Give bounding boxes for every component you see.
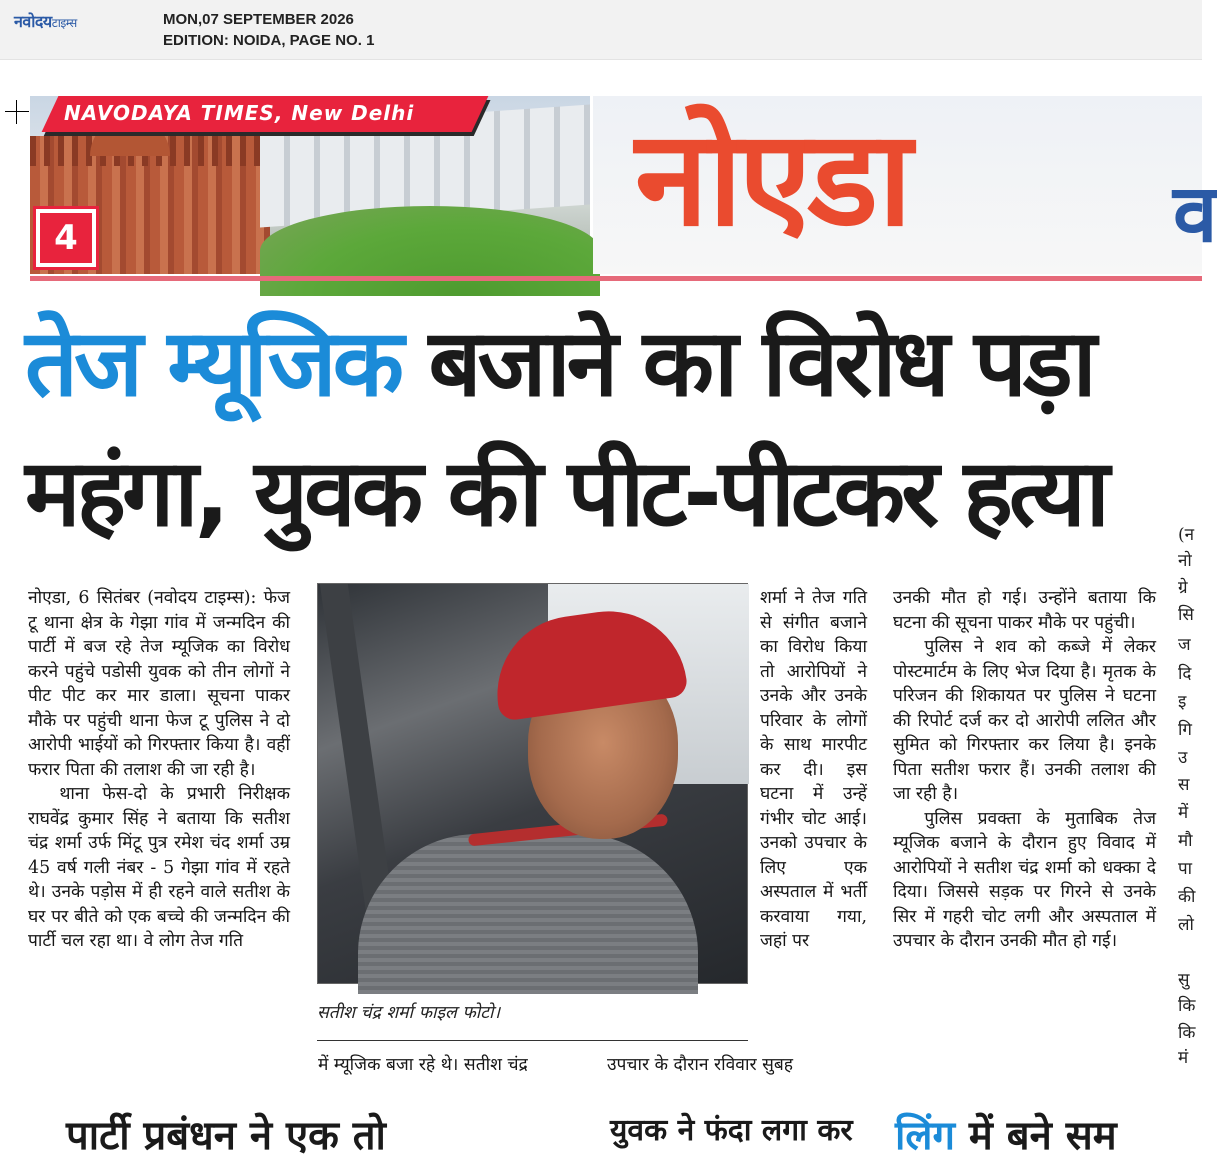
logo-main-text: नवोदय <box>14 12 52 31</box>
edition-info <box>163 9 374 51</box>
strip-line: ग्रे <box>1178 578 1188 598</box>
page-number: 4 <box>40 213 92 263</box>
article-headline[interactable] <box>25 298 1175 558</box>
paper-name: NAVODAYA TIMES, New Delhi <box>64 101 415 125</box>
article-column-3 <box>760 586 867 954</box>
strip-line: दि <box>1178 664 1192 684</box>
article-paragraph: उनकी मौत हो गई। उन्होंने बताया कि घटना की सूचना पाकर मौके पर पहुंची। <box>893 588 1156 633</box>
edition-page: EDITION: NOIDA, PAGE NO. 1 <box>163 32 375 49</box>
section-header <box>593 96 1217 274</box>
page-number-badge <box>33 206 99 270</box>
strip-line: सि <box>1178 605 1194 625</box>
victim-photo[interactable] <box>317 583 748 984</box>
strip-line: कि <box>1178 996 1196 1016</box>
page-banner <box>30 96 1217 274</box>
next-headline-middle[interactable]: युवक ने फंदा लगा कर <box>610 1113 853 1148</box>
text-below-photo-right: उपचार के दौरान रविवार सुबह <box>607 1055 794 1075</box>
newspaper-logo[interactable] <box>14 10 77 32</box>
sweater <box>358 834 698 994</box>
next-headline-right[interactable] <box>895 1106 1117 1161</box>
strip-line: (न <box>1178 525 1195 545</box>
article-column-1 <box>28 586 290 954</box>
issue-date: MON,07 SEPTEMBER 2026 <box>163 11 354 28</box>
headline-highlight: तेज म्यूजिक <box>25 309 401 417</box>
strip-line: ज <box>1178 635 1191 655</box>
strip-line: लो <box>1178 915 1194 935</box>
strip-line: की <box>1178 887 1196 907</box>
epaper-top-bar <box>0 0 1202 60</box>
section-title: नोएडा <box>635 102 909 256</box>
strip-line: स <box>1178 775 1190 795</box>
adjacent-article-strip <box>1178 440 1202 1068</box>
strip-line: में <box>1178 803 1189 823</box>
article-column-4 <box>893 586 1156 954</box>
logo-sub-text: टाइम्स <box>51 16 77 30</box>
strip-line: पा <box>1178 859 1193 879</box>
stadium-field <box>260 206 600 296</box>
next-headline-left[interactable]: पार्टी प्रबंधन ने एक तो <box>66 1113 386 1159</box>
article-paragraph: थाना फेस-दो के प्रभारी निरीक्षक राघवेंद्र कुमार सिंह ने बताया कि सतीश चंद्र शर्मा उर्फ मिंटू पुत्र रमेश चंद शर्मा उम्र 45 वर्ष गली नंबर - 5 गेझा गांव में रहते थे। उनके पड़ोस में ही रहने वाले सतीश के घर पर बीते को एक बच्चे की जन्मदिन की पार्टी चल रहा था। वे लोग तेज गति <box>28 784 290 951</box>
photo-caption: सतीश चंद्र शर्मा फाइल फोटो। <box>317 1003 501 1023</box>
strip-line: उ <box>1178 748 1188 768</box>
strip-line: इ <box>1178 692 1187 712</box>
next-headline-right-highlight: लिंग <box>895 1113 955 1159</box>
strip-line: मं <box>1178 1048 1189 1068</box>
headline-line-1 <box>25 298 1175 428</box>
headline-line-2: महंगा, युवक की पीट-पीटकर हत्या <box>25 439 1106 547</box>
article-paragraph: नोएडा, 6 सितंबर (नवोदय टाइम्स): फेज टू थाना क्षेत्र के गेझा गांव में जन्मदिन की पार्टी में बज रहे तेज म्यूजिक का विरोध करने पहुंचे पडोसी युवक को तीन लोगों ने पीट पीट कर मार डाला। सूचना पाकर मौके पर पहुंची थाना फेज टू पुलिस ने दो आरोपी भाईयों को गिरफ्तार किया है। वहीं फरार पिता की तलाश की जा रही है। <box>28 588 290 780</box>
article-paragraph: शर्मा ने तेज गति से संगीत बजाने का विरोध किया तो आरोपियों ने उनके और उनके परिवार के लोगों के साथ मारपीट कर दी। इस घटना में उन्हें गंभीर चोट आई। उनको उपचार के लिए एक अस्पताल में भर्ती करवाया गया, जहां पर <box>760 588 867 951</box>
next-headline-right-rest: में बने सम <box>955 1113 1117 1159</box>
crop-mark-icon <box>5 100 29 124</box>
strip-line: नो <box>1178 551 1192 571</box>
article-paragraph: पुलिस ने शव को कब्जे में लेकर पोस्टमार्टम के लिए भेज दिया है। मृतक के परिजन की शिकायत पर पुलिस ने घटना की रिपोर्ट दर्ज कर दो आरोपी ललित और सुमित को गिरफ्तार कर लिया है। इनके पिता सतीश फरार हैं। उनकी तलाश की जा रही है। <box>893 637 1156 804</box>
caption-rule <box>317 1040 748 1041</box>
strip-line: मौ <box>1178 831 1193 851</box>
article-paragraph: पुलिस प्रवक्ता के मुताबिक तेज म्यूजिक बजाने के दौरान हुए विवाद में आरोपियों ने सतीश चंद्र शर्मा को धक्का दे दिया। जिससे सड़क पर गिरने से उनके सिर में गहरी चोट लगी और अस्पताल में उपचार के दौरान उनकी मौत हो गई। <box>893 808 1156 951</box>
strip-line: सु <box>1178 970 1190 990</box>
text-below-photo-left: में म्यूजिक बजा रहे थे। सतीश चंद्र <box>318 1055 528 1075</box>
strip-line: कि <box>1178 1023 1196 1043</box>
strip-line: गि <box>1178 720 1192 740</box>
banner-divider <box>30 276 1202 281</box>
headline-line-1-rest: बजाने का विरोध पड़ा <box>400 309 1093 417</box>
section-title-cut: व <box>1173 167 1217 260</box>
